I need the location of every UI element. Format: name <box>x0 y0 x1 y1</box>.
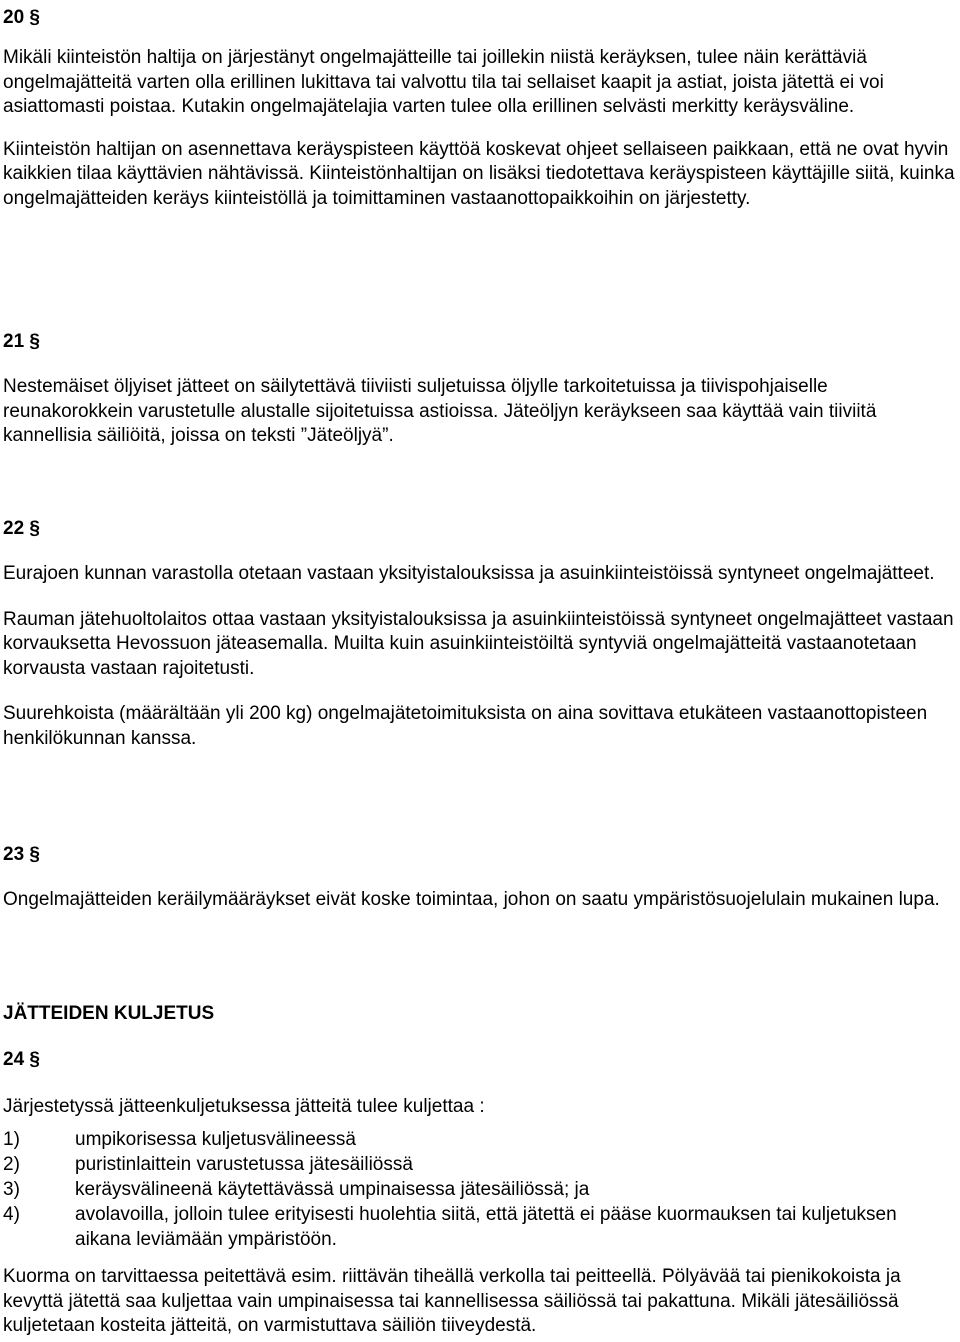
section-21-paragraph-1: Nestemäiset öljyiset jätteet on säilytettävä tiiviisti suljetuissa öljylle tarkoitetuissa ja tiivispohjaiselle reunakorokkein varustetulle alustalle sijoitetuissa astioissa. Jäteöljyn keräykseen saa käyttää vain tiiviitä kannellisia säiliöitä, joissa on teksti ”Jäteöljyä”. <box>3 376 877 446</box>
list-item <box>3 1152 955 1177</box>
section-20-paragraph-2: Kiinteistön haltijan on asennettava keräyspisteen käyttöä koskevat ohjeet sellaiseen paikkaan, että ne ovat hyvin kaikkien tilaa käyttävien nähtävissä. Kiinteistönhaltijan on lisäksi tiedotettava keräyspisteen käyttäjille siitä, kuinka ongelmajätteiden keräys kiinteistöllä ja toimittaminen vastaanottopaikkoihin on järjestetty. <box>3 138 955 209</box>
list-item-number: 4) <box>3 1204 20 1225</box>
list-item-number: 3) <box>3 1179 20 1200</box>
transport-heading: JÄTTEIDEN KULJETUS <box>3 1003 215 1024</box>
list-item <box>3 1177 955 1202</box>
list-item-text: puristinlaittein varustetussa jätesäiliössä <box>75 1154 413 1175</box>
list-item <box>3 1127 955 1152</box>
section-23-number: 23 § <box>3 844 40 865</box>
section-21-number: 21 § <box>3 331 40 352</box>
list-item-number: 2) <box>3 1154 20 1175</box>
section-22-paragraph-2: Rauman jätehuoltolaitos ottaa vastaan yksityistalouksissa ja asuinkiinteistöissä syntyneet ongelmajätteet vastaan korvauksetta Hevossuon jäteasemalla. Muilta kuin asuinkiinteistöiltä syntyviä ongelmajätteitä vastaanotetaan korvausta vastaan rajoitetusti. <box>3 608 954 679</box>
section-24-intro: Järjestetyssä jätteenkuljetuksessa jätteitä tulee kuljettaa : <box>3 1096 485 1117</box>
list-item-text: umpikorisessa kuljetusvälineessä <box>75 1129 356 1150</box>
section-20-number: 20 § <box>3 7 40 28</box>
list-item <box>3 1202 955 1252</box>
list-item-number: 1) <box>3 1129 20 1150</box>
section-22-paragraph-1: Eurajoen kunnan varastolla otetaan vastaan yksityistalouksissa ja asuinkiinteistöissä syntyneet ongelmajätteet. <box>3 563 935 584</box>
section-24-paragraph-after: Kuorma on tarvittaessa peitettävä esim. riittävän tiheällä verkolla tai peitteellä. Pölyävää tai pienikokoista ja kevyttä jätettä saa kuljettaa vain umpinaisessa tai kannellisessa säiliössä tai pakattuna. Mikäli jätesäiliössä kuljetetaan kosteita jätteitä, on varmistuttava säiliön tiiveydestä. <box>3 1266 901 1336</box>
list-item-text: keräysvälineenä käytettävässä umpinaisessa jätesäiliössä; ja <box>75 1179 590 1200</box>
section-20-paragraph-1: Mikäli kiinteistön haltija on järjestänyt ongelmajätteille tai joillekin niistä keräyksen, tulee näin kerättäviä ongelmajätteitä varten olla erillinen lukittava tai valvottu tila tai sellaiset kaapit ja astiat, joista jätettä ei voi asiattomasti poistaa. Kutakin ongelmajätelajia varten tulee olla erillinen selvästi merkitty keräysväline. <box>3 47 884 117</box>
list-item-text: avolavoilla, jolloin tulee erityisesti huolehtia siitä, että jätettä ei pääse kuormauksen tai kuljetuksen aikana leviämään ympäristöön. <box>75 1204 897 1250</box>
section-22-paragraph-3: Suurehkoista (määrältään yli 200 kg) ongelmajätetoimituksista on aina sovittava etukäteen vastaanottopisteen henkilökunnan kanssa. <box>3 703 928 749</box>
transport-list <box>3 1127 955 1252</box>
section-23-paragraph-1: Ongelmajätteiden keräilymääräykset eivät koske toimintaa, johon on saatu ympäristösuojelulain mukainen lupa. <box>3 889 940 910</box>
section-24-number: 24 § <box>3 1049 40 1070</box>
section-22-number: 22 § <box>3 518 40 539</box>
